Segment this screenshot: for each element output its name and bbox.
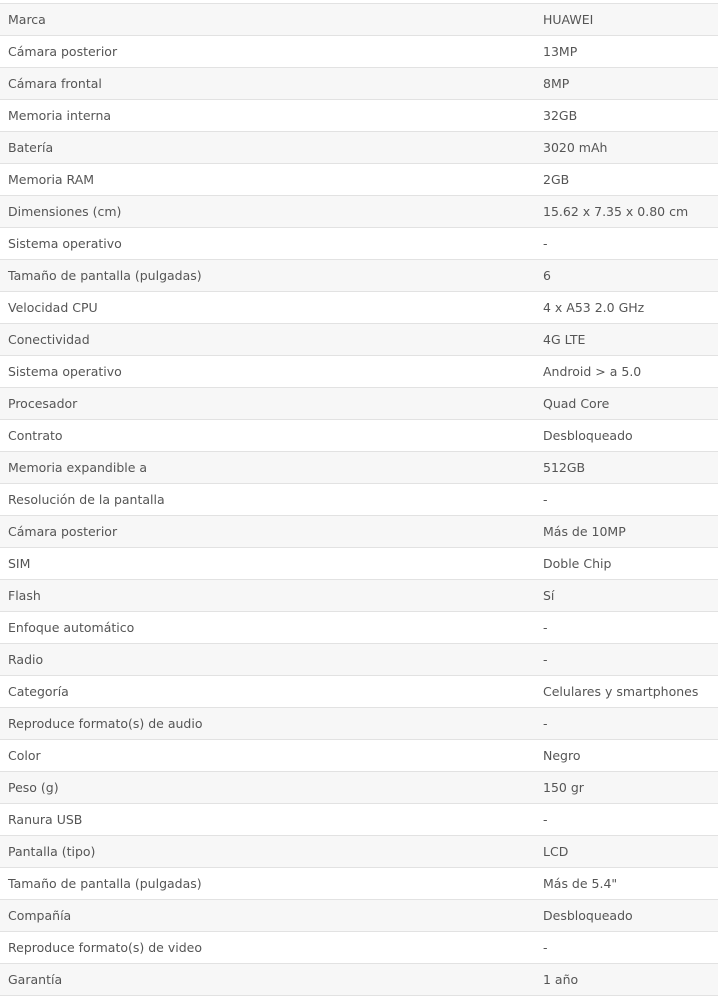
spec-value: -: [543, 492, 548, 507]
spec-label: Memoria RAM: [8, 172, 95, 187]
spec-label: Categoría: [8, 684, 69, 699]
table-row: [0, 868, 718, 900]
table-row: [0, 612, 718, 644]
spec-value: 15.62 x 7.35 x 0.80 cm: [543, 204, 689, 219]
table-row: [0, 260, 718, 292]
table-row: [0, 804, 718, 836]
table-row: [0, 644, 718, 676]
spec-label: Peso (g): [8, 780, 59, 795]
spec-label: SIM: [8, 556, 31, 571]
spec-value: -: [543, 620, 548, 635]
spec-label: Memoria interna: [8, 108, 112, 123]
spec-value: Negro: [543, 748, 581, 763]
table-row: [0, 324, 718, 356]
table-row: [0, 196, 718, 228]
spec-value: LCD: [543, 844, 569, 859]
spec-label: Sistema operativo: [8, 364, 122, 379]
spec-label: Procesador: [8, 396, 78, 411]
spec-label: Batería: [8, 140, 54, 155]
table-row: [0, 516, 718, 548]
spec-value: Más de 5.4": [543, 876, 618, 891]
spec-label: Garantía: [8, 972, 63, 987]
spec-label: Memoria expandible a: [8, 460, 148, 475]
spec-value: 1 año: [543, 972, 579, 987]
table-row: [0, 164, 718, 196]
spec-label: Resolución de la pantalla: [8, 492, 165, 507]
table-row: [0, 452, 718, 484]
spec-value: 4G LTE: [543, 332, 586, 347]
table-row: [0, 580, 718, 612]
table-row: [0, 132, 718, 164]
table-row: [0, 388, 718, 420]
spec-label: Tamaño de pantalla (pulgadas): [8, 876, 202, 891]
spec-value: Desbloqueado: [543, 908, 633, 923]
spec-label: Ranura USB: [8, 812, 83, 827]
spec-value: 3020 mAh: [543, 140, 608, 155]
table-row: [0, 836, 718, 868]
table-row: [0, 36, 718, 68]
table-row: [0, 676, 718, 708]
spec-value: Android > a 5.0: [543, 364, 642, 379]
spec-label: Conectividad: [8, 332, 90, 347]
spec-label: Cámara posterior: [8, 44, 118, 59]
spec-label: Reproduce formato(s) de video: [8, 940, 202, 955]
table-row: [0, 420, 718, 452]
specs-table: [0, 3, 718, 996]
spec-value: 512GB: [543, 460, 586, 475]
spec-label: Dimensiones (cm): [8, 204, 122, 219]
spec-value: Doble Chip: [543, 556, 612, 571]
spec-label: Reproduce formato(s) de audio: [8, 716, 203, 731]
table-row: [0, 740, 718, 772]
table-row: [0, 772, 718, 804]
spec-value: Sí: [543, 588, 555, 603]
table-row: [0, 4, 718, 36]
spec-label: Tamaño de pantalla (pulgadas): [8, 268, 202, 283]
spec-label: Enfoque automático: [8, 620, 135, 635]
spec-label: Radio: [8, 652, 44, 667]
spec-value: HUAWEI: [543, 12, 594, 27]
table-row: [0, 900, 718, 932]
table-row: [0, 356, 718, 388]
spec-value: -: [543, 940, 548, 955]
spec-label: Flash: [8, 588, 41, 603]
spec-label: Pantalla (tipo): [8, 844, 96, 859]
table-row: [0, 292, 718, 324]
table-row: [0, 68, 718, 100]
spec-value: -: [543, 812, 548, 827]
spec-label: Contrato: [8, 428, 63, 443]
table-row: [0, 484, 718, 516]
table-row: [0, 964, 718, 996]
spec-label: Cámara frontal: [8, 76, 102, 91]
spec-value: Celulares y smartphones: [543, 684, 699, 699]
spec-value: 4 x A53 2.0 GHz: [543, 300, 645, 315]
spec-value: -: [543, 652, 548, 667]
table-row: [0, 228, 718, 260]
spec-label: Color: [8, 748, 41, 763]
spec-label: Sistema operativo: [8, 236, 122, 251]
spec-value: Desbloqueado: [543, 428, 633, 443]
spec-value: -: [543, 236, 548, 251]
spec-label: Compañía: [8, 908, 72, 923]
spec-value: 2GB: [543, 172, 570, 187]
spec-value: Más de 10MP: [543, 524, 626, 539]
table-row: [0, 932, 718, 964]
spec-value: 150 gr: [543, 780, 584, 795]
spec-label: Cámara posterior: [8, 524, 118, 539]
spec-value: Quad Core: [543, 396, 610, 411]
table-row: [0, 708, 718, 740]
table-row: [0, 100, 718, 132]
spec-label: Velocidad CPU: [8, 300, 98, 315]
table-row: [0, 548, 718, 580]
spec-value: 8MP: [543, 76, 570, 91]
spec-label: Marca: [8, 12, 46, 27]
spec-value: -: [543, 716, 548, 731]
spec-value: 32GB: [543, 108, 578, 123]
spec-value: 13MP: [543, 44, 578, 59]
spec-value: 6: [543, 268, 551, 283]
